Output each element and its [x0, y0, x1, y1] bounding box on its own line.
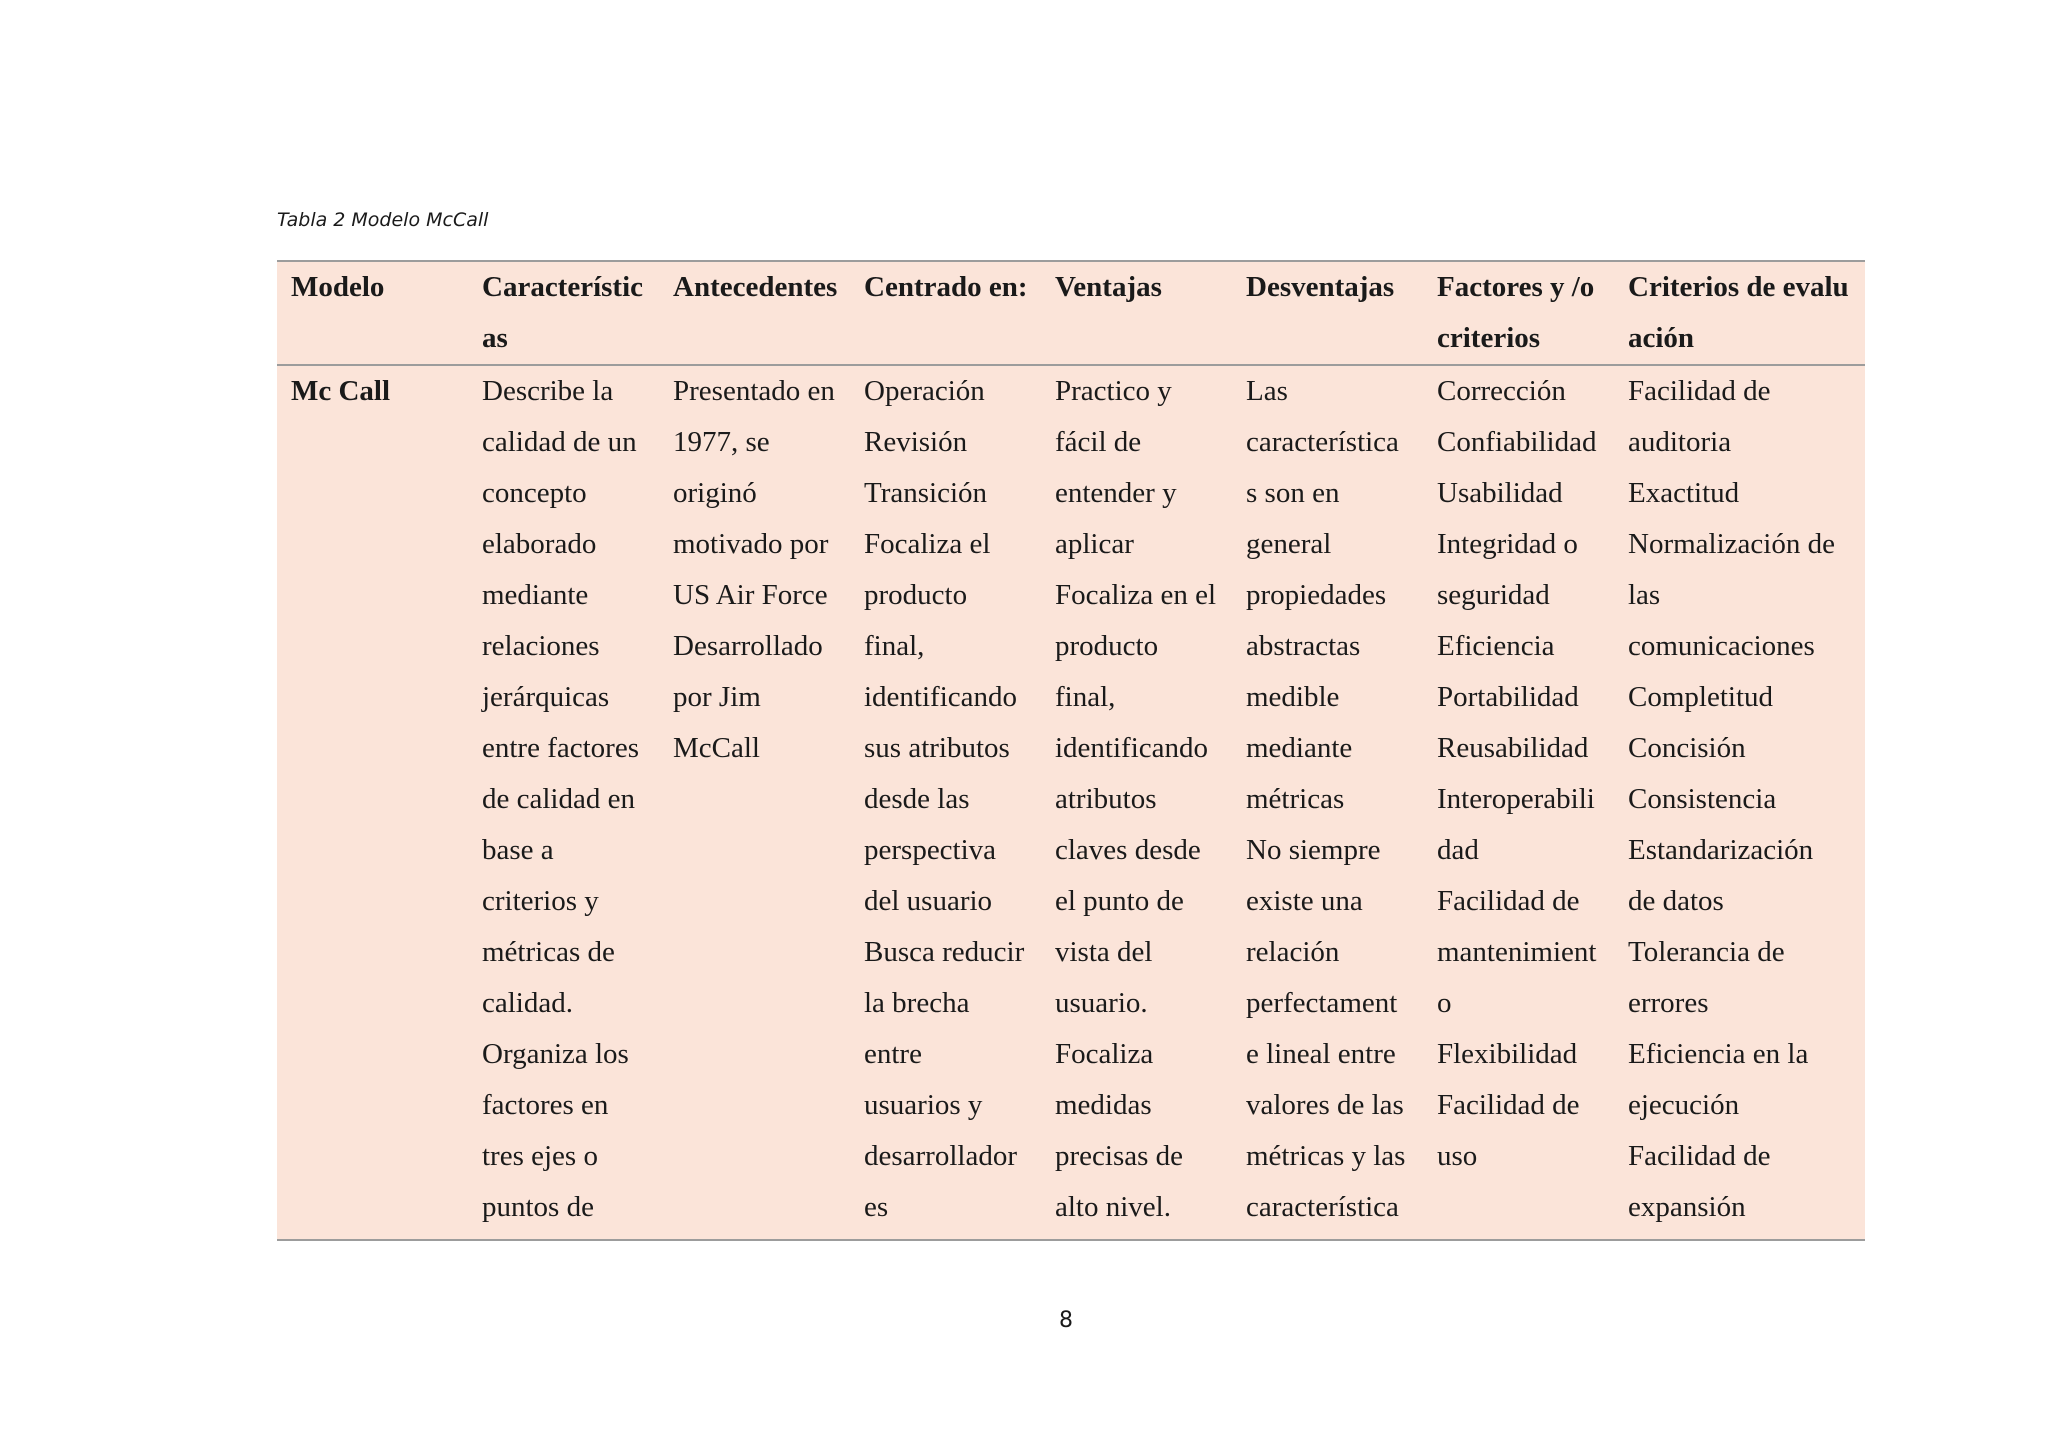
cell-line: calidad de un	[482, 426, 637, 458]
cell-line: de datos	[1628, 885, 1724, 917]
cell-line: del usuario	[864, 885, 993, 917]
cell-line: entender y	[1055, 477, 1177, 509]
cell-line: relaciones	[482, 630, 600, 662]
cell-line: Consistencia	[1628, 783, 1777, 815]
cell-line: precisas de	[1055, 1140, 1184, 1172]
header-antecedentes: Antecedentes	[673, 271, 838, 303]
cell-line: No siempre	[1246, 834, 1381, 866]
cell-line: abstractas	[1246, 630, 1361, 662]
header-centrado: Centrado en:	[864, 271, 1028, 303]
cell-line: alto nivel.	[1055, 1191, 1171, 1223]
table-header-row	[277, 261, 1865, 365]
cell-line: medible	[1246, 681, 1340, 713]
cell-line: mediante	[1246, 732, 1353, 764]
cell-centrado	[850, 365, 1041, 1240]
table-caption: Tabla 2 Modelo McCall	[277, 209, 489, 231]
cell-line: Revisión	[864, 426, 968, 458]
cell-line: el punto de	[1055, 885, 1184, 917]
cell-line: entre	[864, 1038, 922, 1070]
cell-line: Facilidad de	[1437, 885, 1580, 917]
cell-model: Mc Call	[291, 375, 391, 407]
cell-line: aplicar	[1055, 528, 1134, 560]
cell-line: Focaliza	[1055, 1038, 1154, 1070]
cell-line: Busca reducir	[864, 936, 1025, 968]
cell-line: atributos	[1055, 783, 1157, 815]
cell-line: Operación	[864, 375, 985, 407]
cell-line: calidad.	[482, 987, 573, 1019]
cell-line: Las	[1246, 375, 1288, 407]
cell-line: base a	[482, 834, 554, 866]
cell-line: Completitud	[1628, 681, 1773, 713]
cell-line: Facilidad de	[1628, 375, 1771, 407]
cell-line: claves desde	[1055, 834, 1201, 866]
cell-line: final,	[1055, 681, 1116, 713]
cell-line: e lineal entre	[1246, 1038, 1396, 1070]
cell-line: perfectament	[1246, 987, 1398, 1019]
cell-line: vista del	[1055, 936, 1153, 968]
cell-line: identificando	[864, 681, 1018, 713]
cell-line: o	[1437, 987, 1452, 1019]
cell-line: relación	[1246, 936, 1340, 968]
cell-line: motivado por	[673, 528, 829, 560]
cell-line: Exactitud	[1628, 477, 1740, 509]
header-factores: Factores y /o criterios	[1437, 271, 1595, 354]
cell-line: elaborado	[482, 528, 597, 560]
cell-line: Tolerancia de	[1628, 936, 1785, 968]
cell-line: desde las	[864, 783, 970, 815]
cell-line: concepto	[482, 477, 587, 509]
cell-line: McCall	[673, 732, 760, 764]
cell-line: desarrollador	[864, 1140, 1017, 1172]
cell-line: Corrección	[1437, 375, 1566, 407]
cell-line: Portabilidad	[1437, 681, 1579, 713]
cell-line: existe una	[1246, 885, 1363, 917]
table-row	[277, 365, 1865, 1240]
cell-line: mediante	[482, 579, 589, 611]
cell-line: Focaliza en el	[1055, 579, 1217, 611]
cell-line: Eficiencia en la	[1628, 1038, 1809, 1070]
cell-line: sus atributos	[864, 732, 1010, 764]
cell-line: auditoria	[1628, 426, 1732, 458]
cell-line: Normalización de	[1628, 528, 1835, 560]
cell-line: Practico y	[1055, 375, 1172, 407]
cell-line: Interoperabili	[1437, 783, 1595, 815]
cell-factores	[1423, 365, 1614, 1240]
cell-line: identificando	[1055, 732, 1209, 764]
cell-line: errores	[1628, 987, 1709, 1019]
cell-line: seguridad	[1437, 579, 1550, 611]
cell-line: jerárquicas	[482, 681, 610, 713]
cell-line: uso	[1437, 1140, 1478, 1172]
cell-line: ejecución	[1628, 1089, 1740, 1121]
cell-line: Eficiencia	[1437, 630, 1555, 662]
cell-line: Describe la	[482, 375, 614, 407]
cell-line: las	[1628, 579, 1661, 611]
cell-line: usuario.	[1055, 987, 1148, 1019]
cell-line: general	[1246, 528, 1332, 560]
cell-line: Reusabilidad	[1437, 732, 1589, 764]
cell-ventajas	[1041, 365, 1232, 1240]
cell-line: Transición	[864, 477, 987, 509]
cell-line: de calidad en	[482, 783, 635, 815]
cell-line: Usabilidad	[1437, 477, 1563, 509]
cell-line: usuarios y	[864, 1089, 983, 1121]
cell-line: factores en	[482, 1089, 609, 1121]
cell-line: Facilidad de	[1437, 1089, 1580, 1121]
cell-line: comunicaciones	[1628, 630, 1815, 662]
cell-caracteristicas	[468, 365, 659, 1240]
cell-line: por Jim	[673, 681, 761, 713]
cell-line: valores de las	[1246, 1089, 1404, 1121]
cell-line: 1977, se	[673, 426, 770, 458]
mccall-table	[277, 260, 1865, 1241]
cell-antecedentes	[659, 365, 850, 1240]
cell-line: es	[864, 1191, 889, 1223]
cell-line: métricas de	[482, 936, 615, 968]
cell-desventajas	[1232, 365, 1423, 1240]
cell-line: la brecha	[864, 987, 970, 1019]
cell-line: característica	[1246, 426, 1399, 458]
cell-line: producto	[864, 579, 968, 611]
cell-line: Desarrollado	[673, 630, 823, 662]
cell-line: puntos de	[482, 1191, 594, 1223]
cell-line: fácil de	[1055, 426, 1142, 458]
cell-line: US Air Force	[673, 579, 828, 611]
cell-line: entre factores	[482, 732, 639, 764]
cell-line: tres ejes o	[482, 1140, 598, 1172]
cell-line: Confiabilidad	[1437, 426, 1597, 458]
cell-line: Integridad o	[1437, 528, 1578, 560]
cell-line: originó	[673, 477, 757, 509]
cell-criterios	[1614, 365, 1865, 1240]
cell-line: propiedades	[1246, 579, 1387, 611]
header-criterios: Criterios de evaluación	[1628, 271, 1849, 354]
cell-line: final,	[864, 630, 925, 662]
cell-line: Focaliza el	[864, 528, 991, 560]
cell-line: s son en	[1246, 477, 1340, 509]
cell-line: característica	[1246, 1191, 1399, 1223]
cell-line: métricas	[1246, 783, 1345, 815]
cell-line: métricas y las	[1246, 1140, 1406, 1172]
cell-line: medidas	[1055, 1089, 1152, 1121]
cell-line: Estandarización	[1628, 834, 1814, 866]
cell-line: producto	[1055, 630, 1159, 662]
header-desventajas: Desventajas	[1246, 271, 1395, 303]
cell-line: mantenimient	[1437, 936, 1597, 968]
header-caracteristicas: Características	[482, 271, 644, 354]
cell-line: dad	[1437, 834, 1479, 866]
header-ventajas: Ventajas	[1055, 271, 1162, 303]
cell-line: criterios y	[482, 885, 599, 917]
cell-line: Concisión	[1628, 732, 1746, 764]
cell-line: Flexibilidad	[1437, 1038, 1578, 1070]
cell-line: expansión	[1628, 1191, 1746, 1223]
cell-line: perspectiva	[864, 834, 997, 866]
cell-line: Presentado en	[673, 375, 835, 407]
page-number: 8	[1059, 1308, 1073, 1333]
cell-line: Facilidad de	[1628, 1140, 1771, 1172]
cell-line: Organiza los	[482, 1038, 629, 1070]
header-modelo: Modelo	[291, 271, 385, 303]
